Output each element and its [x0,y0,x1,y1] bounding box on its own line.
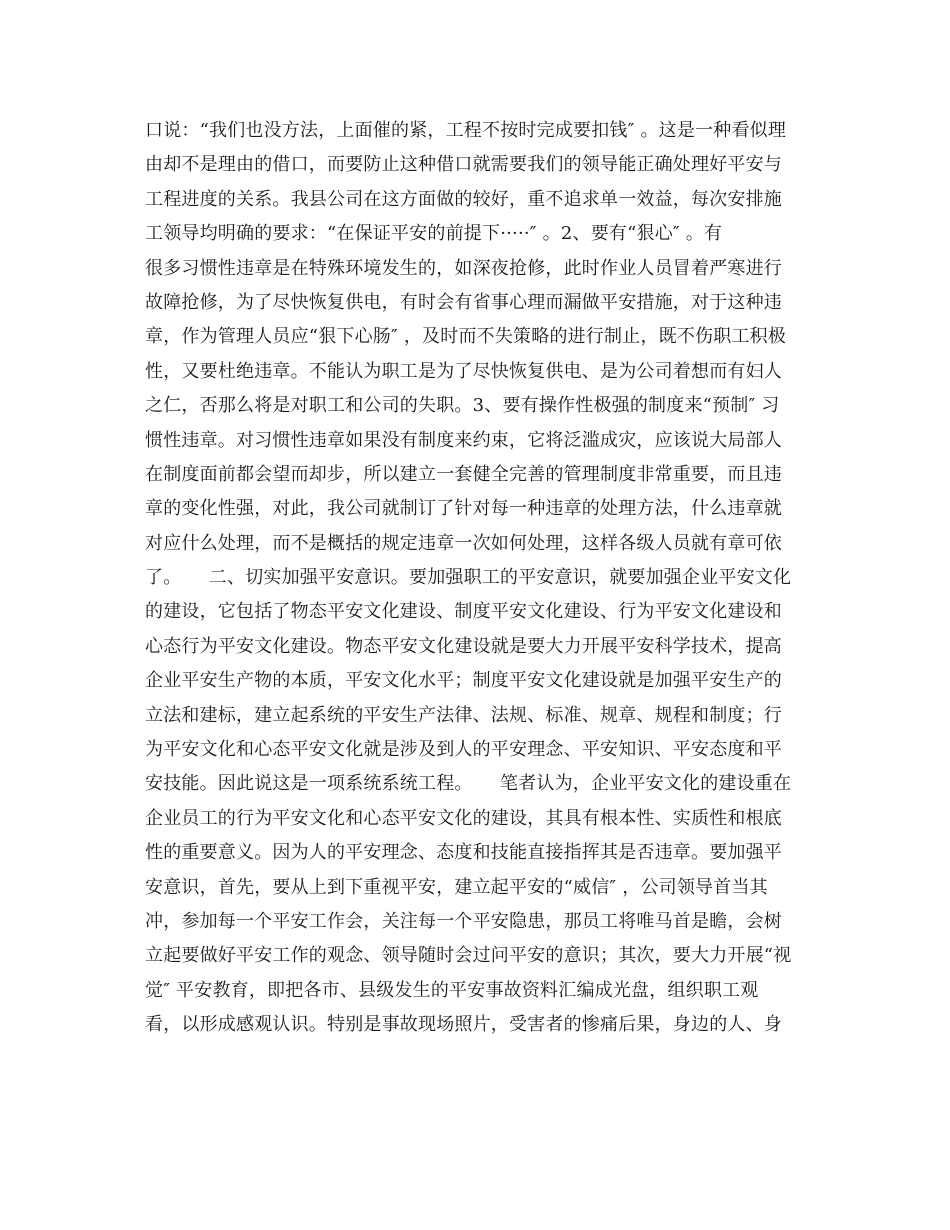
text-line: 冲，参加每一个平安工作会，关注每一个平安隐患，那员工将唯马首是瞻，会树 [145,910,782,932]
text-line: 安意识，首先，要从上到下重视平安，建立起平安的“威信″ ，公司领导首当其 [145,876,768,898]
text-line: 性，又要杜绝违章。不能认为职工是为了尽快恢复供电、是为公司着想而有妇人 [145,360,782,382]
text-line: 章的变化性强，对此，我公司就制订了针对每一种违章的处理方法，什么违章就 [145,498,782,520]
body-text [145,114,810,1043]
text-line: 企业平安生产物的本质，平安文化水平；制度平安文化建设就是加强平安生产的 [145,670,782,692]
text-line: 惯性违章。对习惯性违章如果没有制度来约束，它将泛滥成灾，应该说大局部人 [145,429,782,451]
text-line: 立法和建标，建立起系统的平安生产法律、法规、标准、规章、规程和制度；行 [145,704,782,726]
text-line: 心态行为平安文化建设。物态平安文化建设就是要大力开展平安科学技术，提高 [145,635,782,657]
text-line: 企业员工的行为平安文化和心态平安文化的建设，其具有根本性、实质性和根底 [145,807,782,829]
text-line: 的建设，它包括了物态平安文化建设、制度平安文化建设、行为平安文化建设和 [145,601,782,623]
text-line: 工领导均明确的要求：“在保证平安的前提下·····″ 。2、要有“狠心″ 。有 [145,223,723,245]
text-line: 为平安文化和心态平安文化就是涉及到人的平安理念、平安知识、平安态度和平 [145,739,782,761]
text-line: 立起要做好平安工作的观念、领导随时会过问平安的意识；其次，要大力开展“视 [145,945,792,967]
text-line: 章，作为管理人员应“狠下心肠″ ，及时而不失策略的进行制止，既不伤职工积极 [145,326,787,348]
text-line: 很多习惯性违章是在特殊环境发生的，如深夜抢修，此时作业人员冒着严寒进行 [145,257,782,279]
text-line: 工程进度的关系。我县公司在这方面做的较好，重不追求单一效益，每次安排施 [145,188,782,210]
text-line: 性的重要意义。因为人的平安理念、态度和技能直接指挥其是否违章。要加强平 [145,842,782,864]
text-line: 看，以形成感观认识。特别是事故现场照片，受害者的惨痛后果，身边的人、身 [145,1014,782,1036]
text-line: 安技能。因此说这是一项系统系统工程。 笔者认为，企业平安文化的建设重在 [145,773,792,795]
text-line: 在制度面前都会望而却步，所以建立一套健全完善的管理制度非常重要，而且违 [145,463,782,485]
text-line: 故障抢修，为了尽快恢复供电，有时会有省事心理而漏做平安措施，对于这种违 [145,291,782,313]
text-line: 由却不是理由的借口，而要防止这种借口就需要我们的领导能正确处理好平安与 [145,154,782,176]
text-line: 觉″ 平安教育，即把各市、县级发生的平安事故资料汇编成光盘，组织职工观 [145,979,759,1001]
text-line: 口说：“我们也没方法，上面催的紧，工程不按时完成要扣钱″ 。这是一种看似理 [145,120,787,141]
text-line: 之仁，否那么将是对职工和公司的失职。3、要有操作性极强的制度来“预制″ 习 [145,395,780,417]
text-line: 了。 二、切实加强平安意识。要加强职工的平安意识，就要加强企业平安文化 [145,567,792,589]
text-line: 对应什么处理，而不是概括的规定违章一次如何处理，这样各级人员就有章可依 [145,532,782,554]
